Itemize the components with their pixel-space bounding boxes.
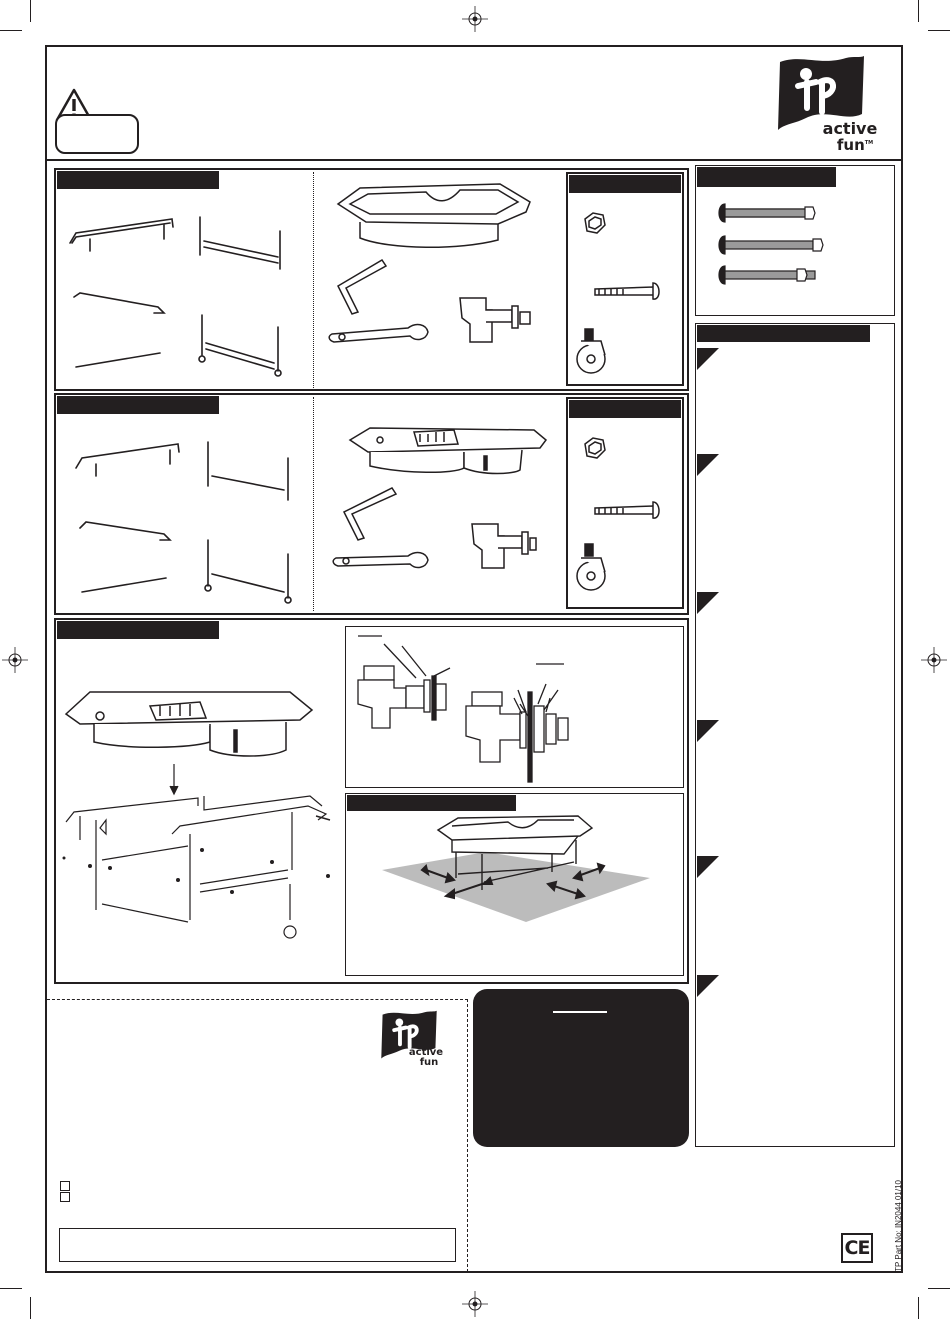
registration-mark — [462, 1291, 488, 1317]
crop-mark — [928, 1288, 950, 1289]
important-note-box — [473, 989, 689, 1147]
model-a-sandbox-tray — [330, 178, 560, 258]
model-a-parts-title — [57, 171, 219, 189]
positioning-diagram — [378, 812, 654, 926]
crop-mark — [928, 30, 950, 31]
model-a-tools — [326, 258, 556, 358]
crop-mark — [30, 0, 31, 22]
model-a-frame-parts — [60, 195, 310, 385]
address-box[interactable] — [59, 1228, 456, 1262]
logo-word-2: fun — [836, 136, 865, 154]
checkbox-2[interactable] — [60, 1192, 70, 1202]
note-heading-underline — [553, 1011, 607, 1013]
registration-mark — [462, 6, 488, 32]
part-number: TP Part No: IN2044 01/10 — [894, 1180, 903, 1272]
logo-wordmark — [818, 119, 882, 154]
model-a-hardware — [575, 205, 675, 385]
bolts-size-guide — [715, 200, 825, 296]
crop-mark — [0, 1288, 22, 1289]
checkbox-1[interactable] — [60, 1181, 70, 1191]
ce-mark: CE — [841, 1233, 873, 1263]
instructions-panel — [695, 323, 895, 1147]
tap-detail-diagram — [350, 632, 680, 782]
model-b-hardware — [575, 430, 675, 610]
logo-word-1: active — [408, 1047, 444, 1058]
positioning-title — [347, 795, 516, 811]
registration-mark — [2, 647, 28, 673]
instructions-title — [697, 325, 870, 342]
logo-trademark: TM — [864, 140, 874, 146]
panel-divider — [313, 397, 314, 611]
panel-divider — [313, 172, 314, 388]
cap-nut-icon — [585, 213, 605, 233]
header-divider — [45, 159, 903, 161]
footer-brand-logo — [380, 1008, 444, 1072]
registration-mark — [921, 647, 947, 673]
model-b-tools — [332, 484, 562, 584]
cap-nut-icon — [585, 438, 605, 458]
crop-mark — [918, 0, 919, 22]
warning-label-box — [55, 114, 139, 154]
model-b-frame-parts — [66, 420, 306, 610]
model-a-hardware-title — [569, 175, 681, 193]
logo-word-2: fun — [419, 1057, 439, 1068]
assembly-title — [57, 621, 219, 639]
assembly-exploded-view — [60, 670, 350, 950]
model-b-parts-title — [57, 396, 219, 414]
model-b-hardware-title — [569, 400, 681, 418]
clearance-floor-area — [382, 852, 650, 922]
crop-mark — [918, 1297, 919, 1319]
crop-mark — [30, 1297, 31, 1319]
bolts-title — [697, 167, 836, 187]
logo-word-1: active — [822, 119, 878, 138]
logo-wordmark — [404, 1048, 448, 1068]
crop-mark — [0, 30, 22, 31]
brand-logo — [776, 52, 880, 156]
